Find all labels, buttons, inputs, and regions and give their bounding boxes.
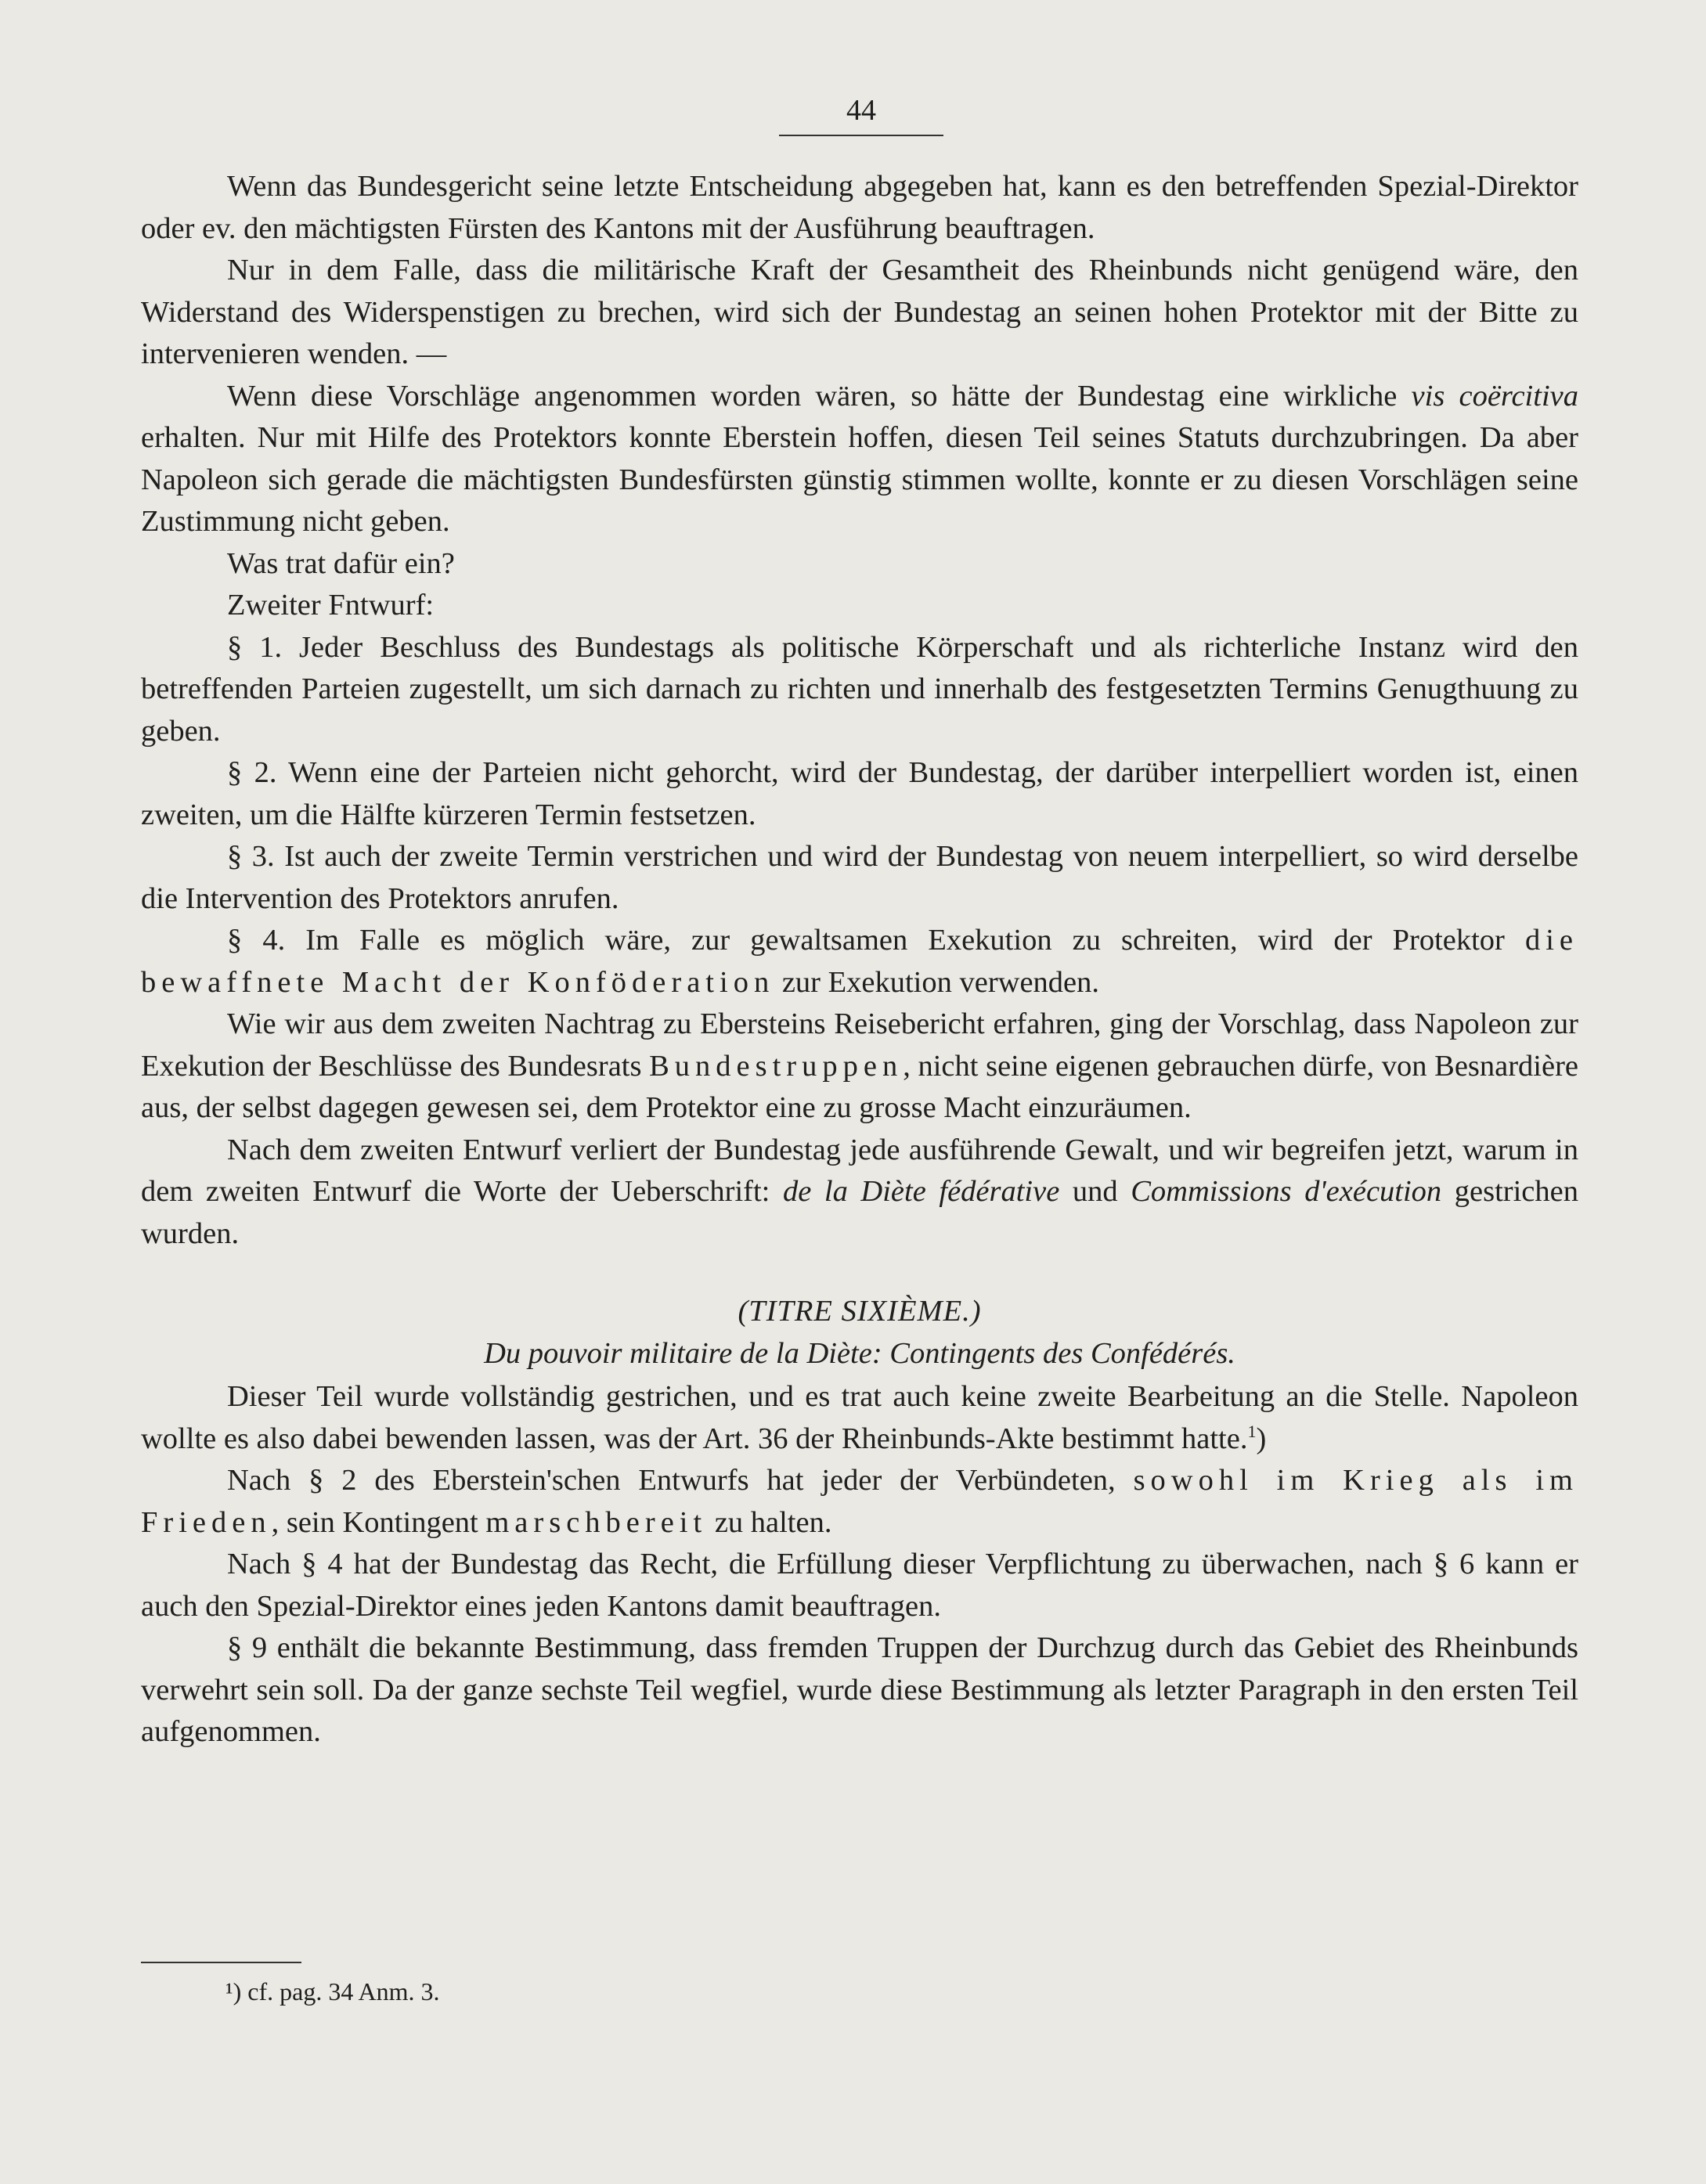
section-heading: (TITRE SIXIÈME.) [738, 1295, 982, 1328]
section-4: § 4. Im Falle es möglich wäre, zur gewaltsamen Exekution zu schreiten, wird der Protektor die bewaffnete Macht der Konföderation zur Exekution verwenden. [141, 924, 1578, 999]
paragraph-bundesgericht: Wenn das Bundesgericht seine letzte Entscheidung abgegeben hat, kann es den betreffenden Spezial-Direktor oder ev. den mächtigsten Fürsten des Kantons mit der Ausführung beauftragen. [141, 170, 1578, 245]
footnote-text: cf. pag. 34 Anm. 3. [241, 1977, 440, 2006]
paragraph-question: Was trat dafür ein? [227, 546, 455, 580]
footnote-rule [141, 1962, 301, 1963]
paragraph-vorschlaege: Wenn diese Vorschläge angenommen worden wären, so hätte der Bundestag eine wirkliche vis coërcitiva erhalten. Nur mit Hilfe des Protektors konnte Eberstein hoffen, diesen Teil seines Statuts durchzubringen. Da aber Napoleon sich gerade die mächtigsten Bundesfürsten günstig stimmen wollte, konnte er zu diesen Vorschlägen seine Zustimmung nicht geben. [141, 379, 1578, 538]
paragraph-paragraph-2: Nach § 2 des Eberstein'schen Entwurfs hat jeder der Verbündeten, sowohl im Krieg als im Frieden, sein Kontingent marschbereit zu halten. [141, 1464, 1579, 1539]
paragraph-paragraph-9: § 9 enthält die bekannte Bestimmung, dass fremden Truppen der Durchzug durch das Gebiet des Rheinbunds verwehrt sein soll. Da der ganze sechste Teil wegfiel, wurde diese Bestimmung als letzter Paragraph in den ersten Teil aufgenommen. [141, 1631, 1578, 1748]
spaced-emphasis: Bundestruppen [649, 1049, 903, 1083]
paragraph-teil-gestrichen: Dieser Teil wurde vollständig gestrichen, und es trat auch keine zweite Bearbeitung an die Stelle. Napoleon wollte es also dabei bewenden lassen, was der Art. 36 der Rheinbunds-Akte bestimmt hatte.$^1$) [141, 1380, 1578, 1455]
paragraph-paragraph-4: Nach § 4 hat der Bundestag das Recht, die Erfüllung dieser Verpflichtung zu überwachen, nach § 6 kann er auch den Spezial-Direktor eines jeden Kantons damit beauftragen. [141, 1548, 1578, 1623]
paragraph-zweiter-entwurf: Nach dem zweiten Entwurf verliert der Bundestag jede ausführende Gewalt, und wir begreifen jetzt, warum in dem zweiten Entwurf die Worte der Ueberschrift: de la Diète fédérative und Commissions d'exécution gestrichen wurden. [141, 1133, 1578, 1250]
paragraph-nachtrag: Wie wir aus dem zweiten Nachtrag zu Ebersteins Reisebericht erfahren, ging der Vorschlag, dass Napoleon zur Exekution der Beschlüsse des Bundesrats Bundestruppen, nicht seine eigenen gebrauchen dürfe, von Besnardière aus, der selbst dagegen gewesen sei, dem Protektor eine zu grosse Macht einzuräumen. [141, 1007, 1578, 1124]
page-number: 44 [846, 94, 876, 127]
footnote-ref: 1 [1247, 1421, 1257, 1441]
spaced-emphasis: die bewaffnete Macht der Konföderation [141, 924, 1578, 999]
footnote-marker: ¹) [225, 1977, 242, 2006]
body-text [141, 166, 1578, 1753]
paragraph-militaerische-kraft: Nur in dem Falle, dass die militärische Kraft der Gesamtheit des Rheinbunds nicht genügend wäre, den Widerstand des Widerspenstigen zu brechen, wird sich der Bundestag an seinen hohen Protektor mit der Bitte zu intervenieren wenden. — [141, 254, 1578, 370]
draft-title: Zweiter Fntwurf: [227, 589, 435, 622]
header-rule [779, 135, 943, 136]
section-subheading: Du pouvoir militaire de la Diète: Contingents des Confédérés. [484, 1336, 1235, 1370]
footnote [225, 1976, 440, 2007]
section-2: § 2. Wenn eine der Parteien nicht gehorcht, wird der Bundestag, der darüber interpelliert worden ist, einen zweiten, um die Hälfte kürzeren Termin festsetzen. [141, 756, 1578, 831]
section-3: § 3. Ist auch der zweite Termin verstrichen und wird der Bundestag von neuem interpelliert, so wird derselbe die Intervention des Protektors anrufen. [141, 840, 1578, 915]
latin-term: vis coërcitiva [1411, 379, 1578, 413]
section-1: § 1. Jeder Beschluss des Bundestags als politische Körperschaft und als richterliche Instanz wird den betreffenden Parteien zugestellt, um sich darnach zu richten und innerhalb des festgesetzten Termins Genugthuung zu geben. [141, 630, 1578, 748]
